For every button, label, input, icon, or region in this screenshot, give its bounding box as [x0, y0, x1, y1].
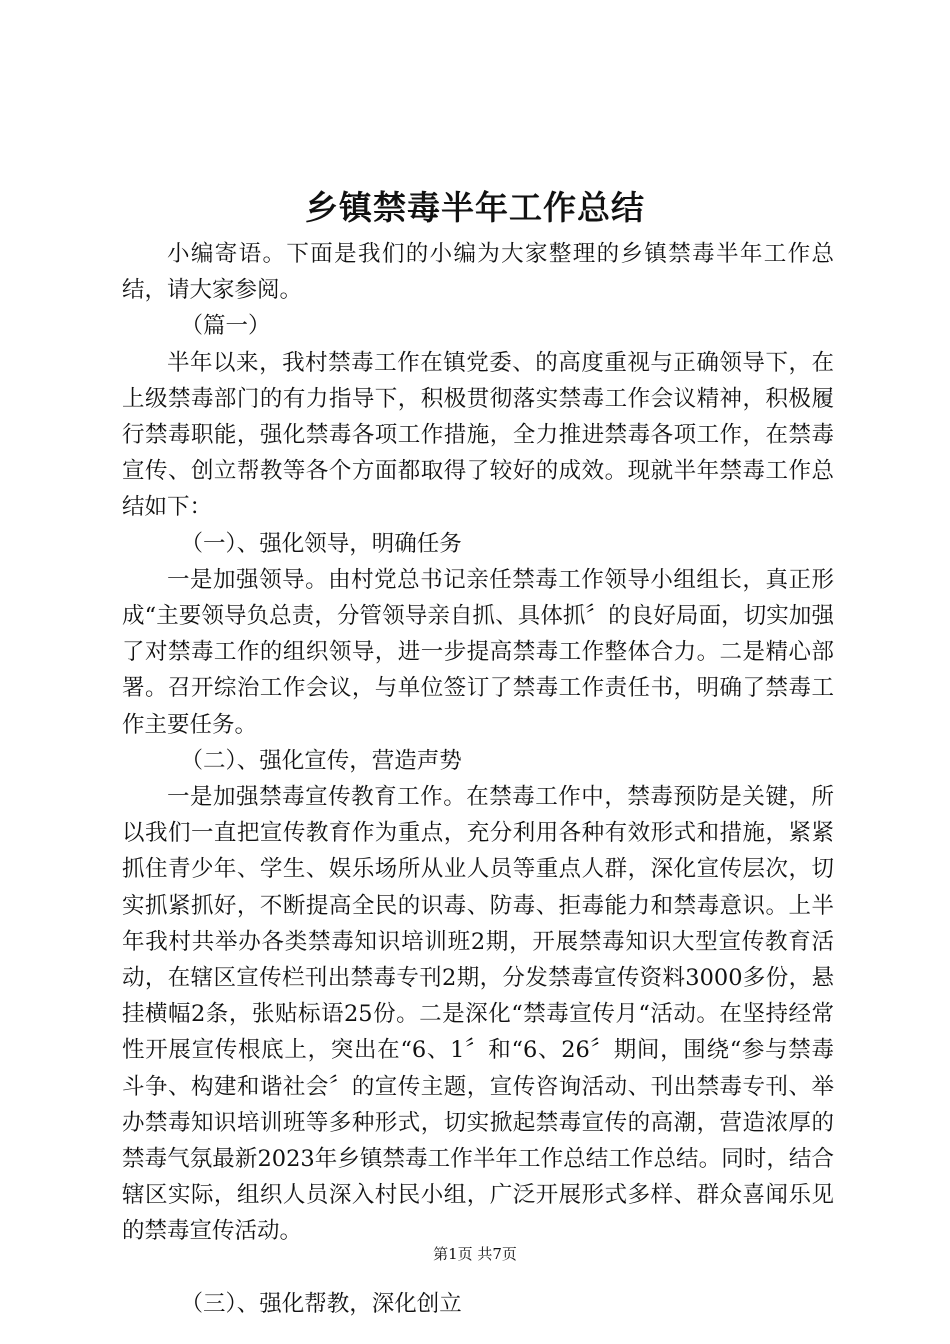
- section-1-paragraph: 一是加强领导。由村党总书记亲任禁毒工作领导小组组长，真正形成“主要领导负总责，分管领导亲自抓、具体抓〞的良好局面，切实加强了对禁毒工作的组织领导，进一步提高禁毒工作整体合力。二是精心部署。召开综治工作会议，与单位签订了禁毒工作责任书，明确了禁毒工作主要任务。: [122, 566, 834, 738]
- intro-paragraph: 小编寄语。下面是我们的小编为大家整理的乡镇禁毒半年工作总结，请大家参阅。: [122, 241, 834, 304]
- section-heading-1: （一）、强化领导，明确任务: [180, 530, 462, 557]
- page-footer: 第1页 共7页: [433, 1245, 517, 1263]
- document-body: [122, 236, 834, 1322]
- section-2-paragraph: 一是加强禁毒宣传教育工作。在禁毒工作中，禁毒预防是关键，所以我们一直把宣传教育作为重点，充分利用各种有效形式和措施，紧紧抓住青少年、学生、娱乐场所从业人员等重点人群，深化宣传层次，切实抓紧抓好，不断提高全民的识毒、防毒、拒毒能力和禁毒意识。上半年我村共举办各类禁毒知识培训班2期，开展禁毒知识大型宣传教育活动，在辖区宣传栏刊出禁毒专刊2期，分发禁毒宣传资料3000多份，悬挂横幅2条，张贴标语25份。二是深化“禁毒宣传月“活动。在坚持经常性开展宣传根底上，突出在“6、1〞和“6、26〞期间，围绕“参与禁毒斗争、构建和谐社会〞的宣传主题，宣传咨询活动、刊出禁毒专刊、举办禁毒知识培训班等多种形式，切实掀起禁毒宣传的高潮，营造浓厚的禁毒气氛最新2023年乡镇禁毒工作半年工作总结工作总结。同时，结合辖区实际，组织人员深入村民小组，广泛开展形式多样、群众喜闻乐见的禁毒宣传活动。: [122, 784, 834, 1245]
- summary-paragraph: 半年以来，我村禁毒工作在镇党委、的高度重视与正确领导下，在上级禁毒部门的有力指导下，积极贯彻落实禁毒工作会议精神，积极履行禁毒职能，强化禁毒各项工作措施，全力推进禁毒各项工作，在禁毒宣传、创立帮教等各个方面都取得了较好的成效。现就半年禁毒工作总结如下：: [122, 349, 834, 521]
- part-heading: （篇一）: [180, 313, 271, 340]
- section-heading-2: （二）、强化宣传，营造声势: [180, 747, 462, 774]
- section-heading-3: （三）、强化帮教，深化创立: [180, 1290, 462, 1317]
- page-title: 乡镇禁毒半年工作总结: [305, 188, 645, 227]
